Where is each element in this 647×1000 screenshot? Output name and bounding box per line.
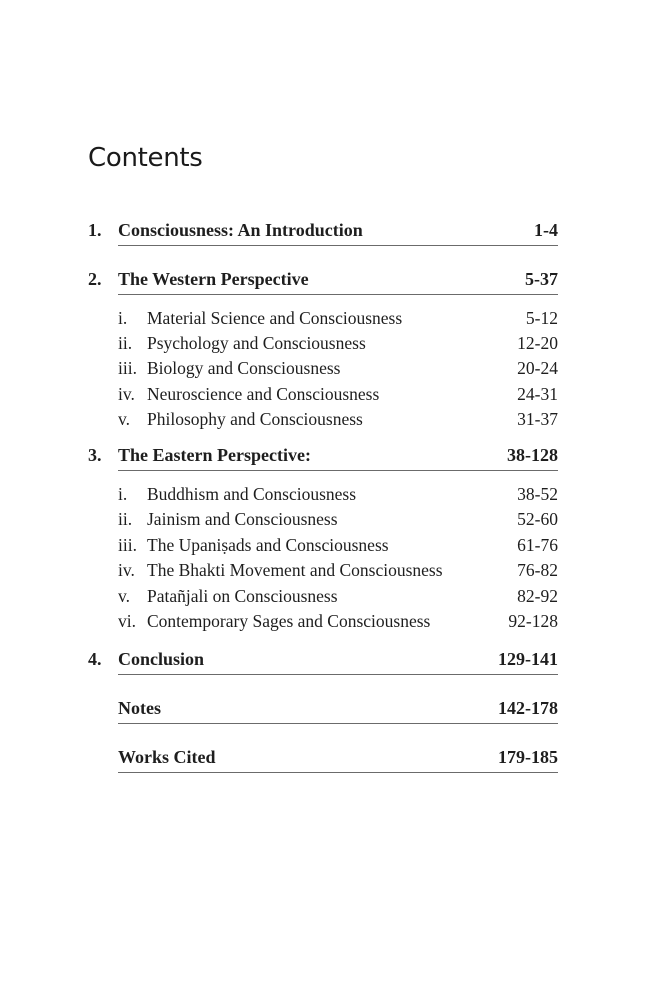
chapter-rule bbox=[118, 646, 558, 675]
toc-notes[interactable] bbox=[88, 696, 558, 724]
section-title: Biology and Consciousness bbox=[147, 358, 341, 378]
toc-section[interactable] bbox=[118, 308, 558, 332]
section-title: Jainism and Consciousness bbox=[147, 509, 338, 529]
section-pages: 61-76 bbox=[517, 535, 558, 555]
toc-chapter-3[interactable] bbox=[88, 443, 558, 471]
chapter-number: 1. bbox=[88, 220, 102, 240]
section-pages: 38-52 bbox=[517, 484, 558, 504]
toc-section[interactable] bbox=[118, 535, 558, 559]
chapter-number: 2. bbox=[88, 269, 102, 289]
chapter-rule bbox=[118, 744, 558, 773]
section-pages: 92-128 bbox=[508, 611, 558, 631]
back-matter-pages: 142-178 bbox=[498, 698, 558, 718]
section-title: Psychology and Consciousness bbox=[147, 333, 366, 353]
toc-section[interactable] bbox=[118, 586, 558, 610]
section-title: Material Science and Consciousness bbox=[147, 308, 403, 328]
chapter-rule bbox=[118, 442, 558, 471]
back-matter-pages: 179-185 bbox=[498, 747, 558, 767]
chapter-title: The Western Perspective bbox=[118, 269, 309, 289]
section-number: i. bbox=[118, 484, 128, 504]
chapter-title: The Eastern Perspective: bbox=[118, 445, 311, 465]
section-pages: 20-24 bbox=[517, 358, 558, 378]
section-pages: 24-31 bbox=[517, 384, 558, 404]
back-matter-title: Notes bbox=[118, 698, 161, 718]
toc-section[interactable] bbox=[118, 358, 558, 382]
section-number: iv. bbox=[118, 560, 135, 580]
chapter-pages: 38-128 bbox=[507, 445, 558, 465]
toc-chapter-4[interactable] bbox=[88, 647, 558, 675]
chapter-title: Consciousness: An Introduction bbox=[118, 220, 363, 240]
chapter-number: 3. bbox=[88, 445, 102, 465]
toc-chapter-2[interactable] bbox=[88, 267, 558, 295]
section-number: iv. bbox=[118, 384, 135, 404]
section-number: ii. bbox=[118, 333, 133, 353]
toc-section[interactable] bbox=[118, 384, 558, 408]
section-title: Buddhism and Consciousness bbox=[147, 484, 357, 504]
toc-section[interactable] bbox=[118, 560, 558, 584]
chapter-number: 4. bbox=[88, 649, 102, 669]
section-title: Contemporary Sages and Consciousness bbox=[147, 611, 431, 631]
toc-section[interactable] bbox=[118, 509, 558, 533]
section-pages: 31-37 bbox=[517, 409, 558, 429]
toc-chapter-1[interactable] bbox=[88, 218, 558, 246]
section-pages: 76-82 bbox=[517, 560, 558, 580]
section-number: iii. bbox=[118, 358, 137, 378]
back-matter-title: Works Cited bbox=[118, 747, 216, 767]
chapter-pages: 129-141 bbox=[498, 649, 558, 669]
section-pages: 12-20 bbox=[517, 333, 558, 353]
section-pages: 82-92 bbox=[517, 586, 558, 606]
section-title: The Upaniṣads and Consciousness bbox=[147, 535, 389, 555]
section-number: v. bbox=[118, 409, 130, 429]
chapter-pages: 5-37 bbox=[525, 269, 558, 289]
section-title: Philosophy and Consciousness bbox=[147, 409, 363, 429]
section-number: i. bbox=[118, 308, 128, 328]
chapter-pages: 1-4 bbox=[534, 220, 558, 240]
section-pages: 52-60 bbox=[517, 509, 558, 529]
page-title: Contents bbox=[88, 143, 203, 174]
toc-section[interactable] bbox=[118, 484, 558, 508]
toc-section[interactable] bbox=[118, 333, 558, 357]
toc-section[interactable] bbox=[118, 611, 558, 635]
section-number: iii. bbox=[118, 535, 137, 555]
chapter-title: Conclusion bbox=[118, 649, 205, 669]
section-title: Patañjali on Consciousness bbox=[147, 586, 338, 606]
section-number: ii. bbox=[118, 509, 133, 529]
section-title: Neuroscience and Consciousness bbox=[147, 384, 380, 404]
section-number: vi. bbox=[118, 611, 136, 631]
chapter-rule bbox=[118, 266, 558, 295]
section-pages: 5-12 bbox=[525, 308, 558, 328]
toc-works-cited[interactable] bbox=[88, 745, 558, 773]
chapter-rule bbox=[118, 217, 558, 246]
section-number: v. bbox=[118, 586, 130, 606]
chapter-rule bbox=[118, 695, 558, 724]
toc-section[interactable] bbox=[118, 409, 558, 433]
section-title: The Bhakti Movement and Consciousness bbox=[147, 560, 443, 580]
